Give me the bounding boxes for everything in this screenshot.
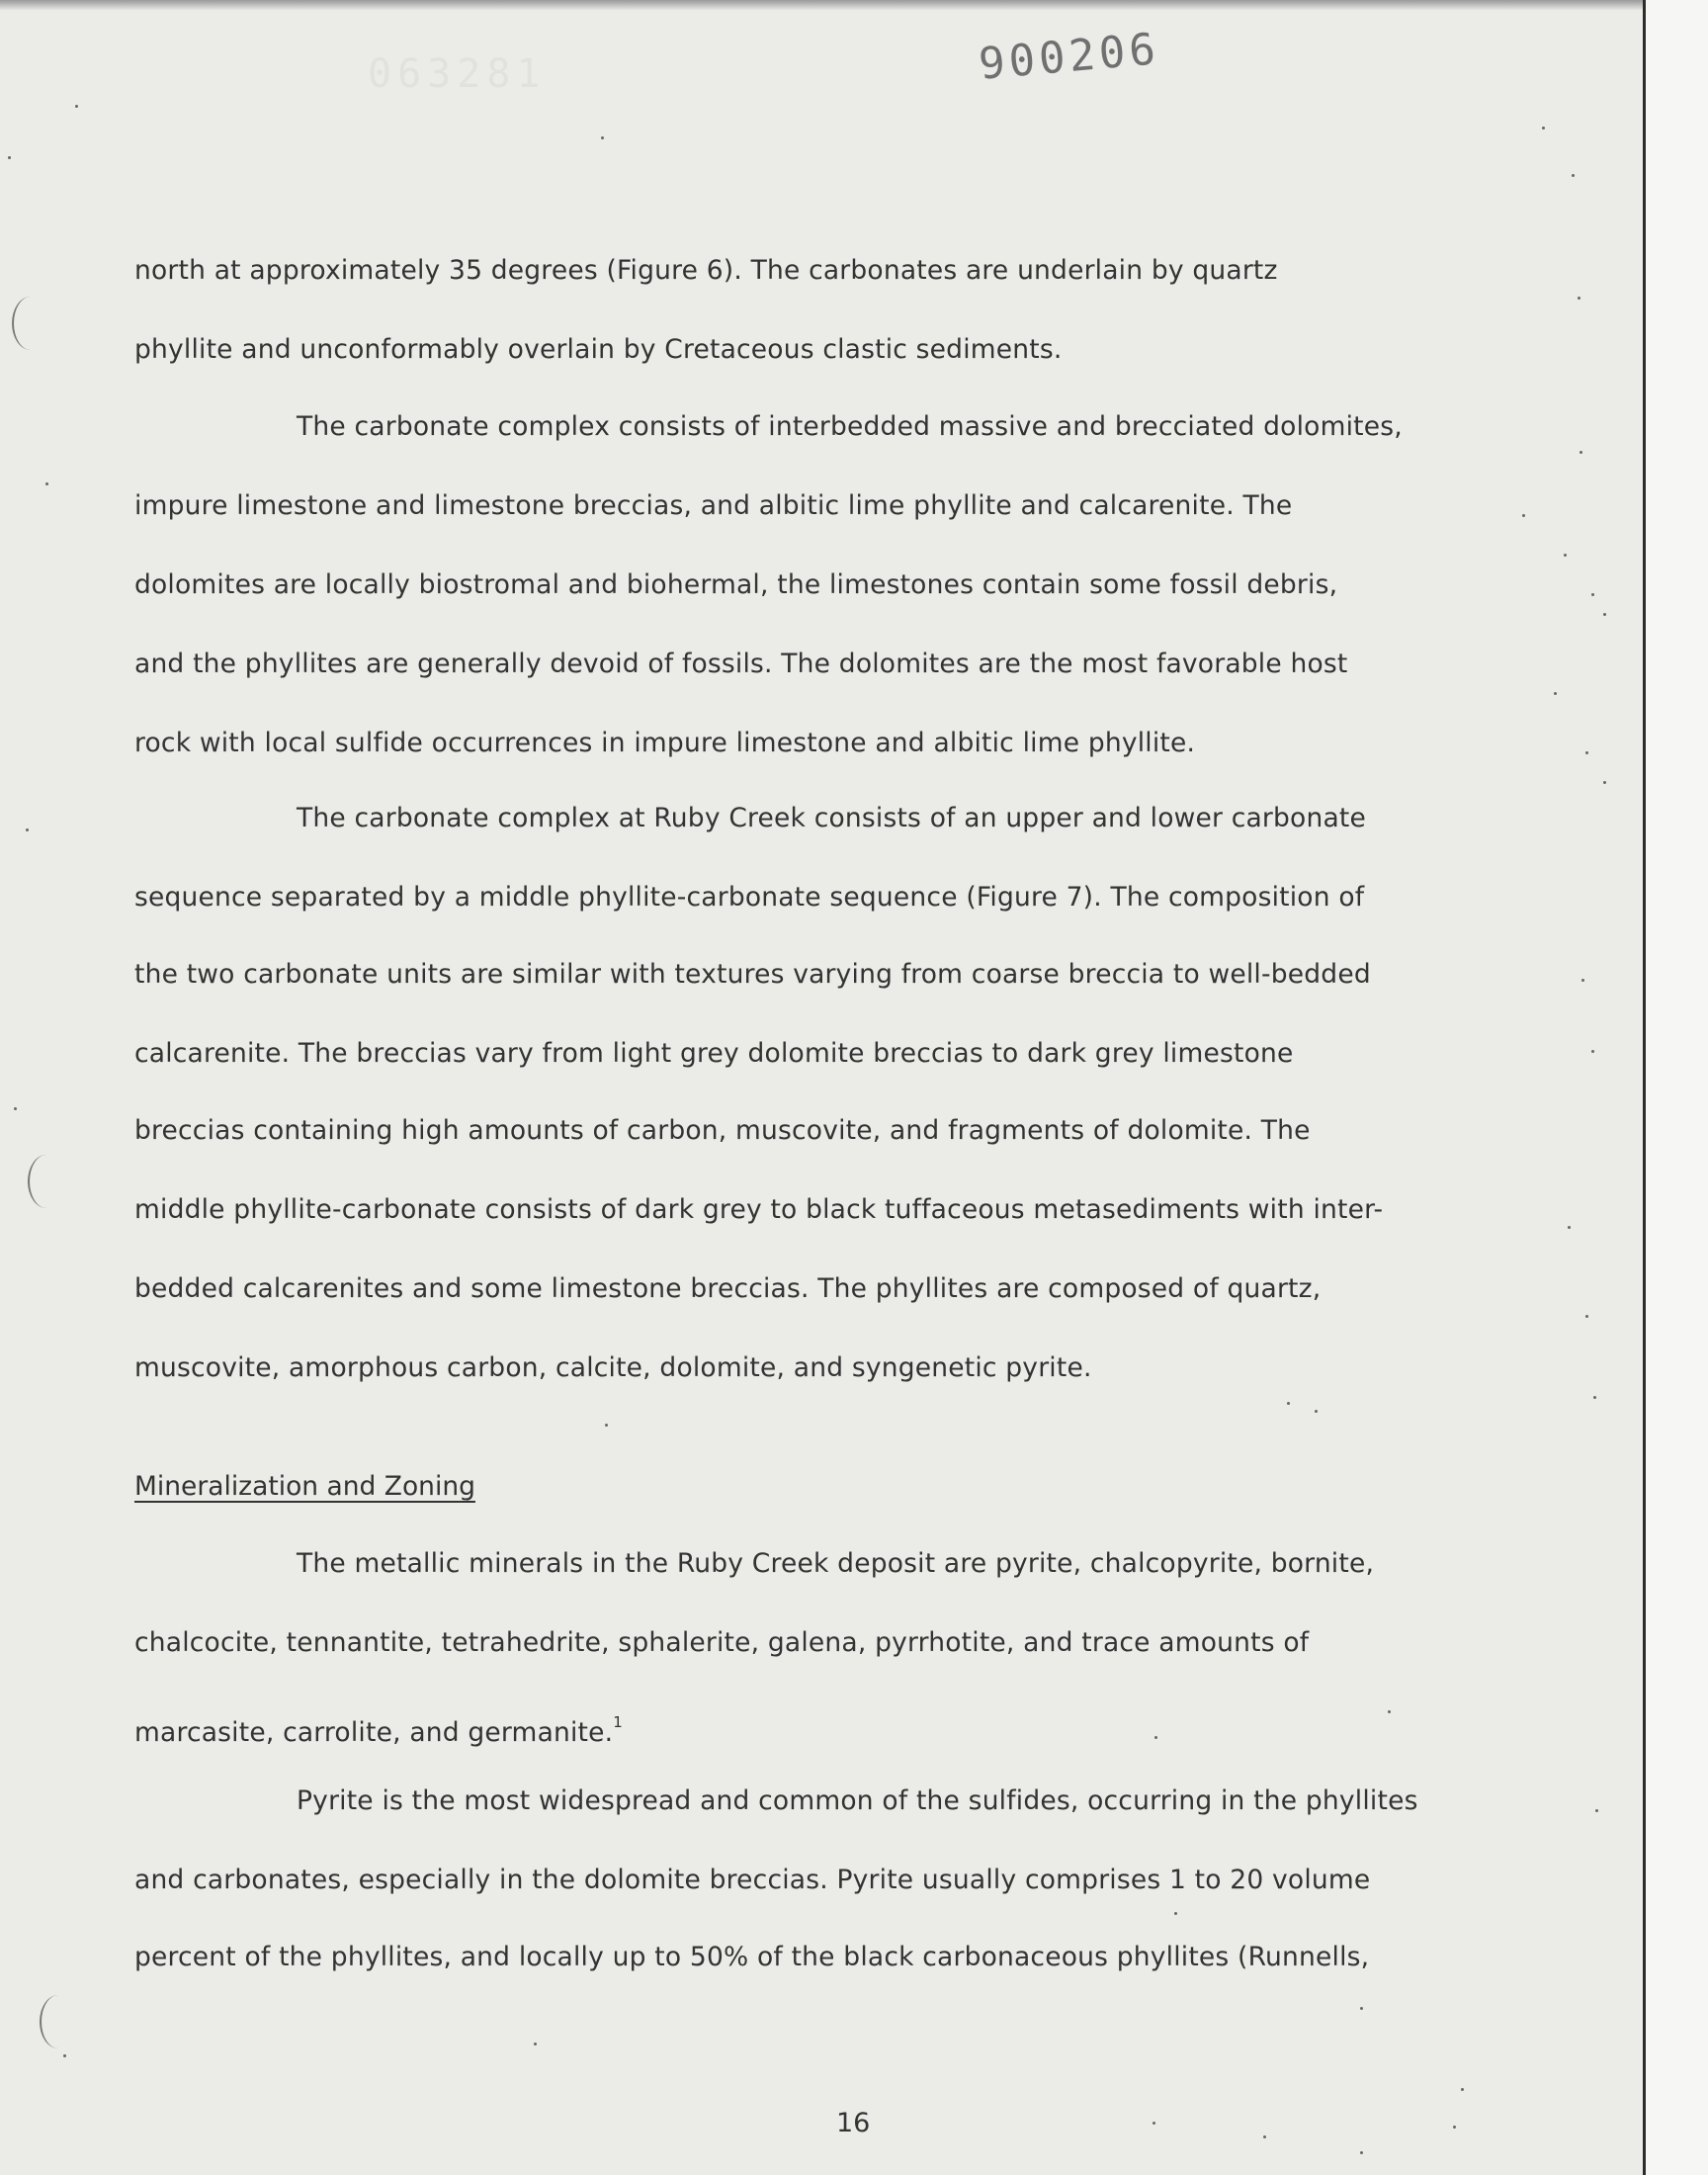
- paragraph-4-line-3-text: marcasite, carrolite, and germanite.: [134, 1717, 614, 1748]
- scan-speck: [26, 828, 29, 831]
- paragraph-1-line-1: north at approximately 35 degrees (Figure 6). The carbonates are underlain by quartz: [134, 255, 1278, 286]
- scan-speck: [75, 105, 78, 108]
- paragraph-1-line-2: phyllite and unconformably overlain by Cretaceous clastic sediments.: [134, 334, 1063, 365]
- scan-speck: [1388, 1710, 1391, 1713]
- scan-speck: [1461, 2088, 1464, 2091]
- page-number: 16: [836, 2108, 871, 2138]
- paragraph-4-line-1: The metallic minerals in the Ruby Creek deposit are pyrite, chalcopyrite, bornite,: [297, 1548, 1375, 1579]
- scan-speck: [534, 2043, 537, 2045]
- scan-speck: [605, 1424, 608, 1427]
- scan-speck: [1580, 451, 1582, 454]
- paragraph-2-line-3: dolomites are locally biostromal and biohermal, the limestones contain some fossil debris,: [134, 569, 1338, 600]
- paragraph-3-line-7: bedded calcarenites and some limestone breccias. The phyllites are composed of quartz,: [134, 1273, 1322, 1304]
- document-stamp-number: 900206: [977, 24, 1161, 90]
- scan-speck: [1542, 127, 1545, 130]
- paragraph-3-line-8: muscovite, amorphous carbon, calcite, dolomite, and syngenetic pyrite.: [134, 1352, 1092, 1383]
- scan-speck: [1595, 1809, 1598, 1812]
- scan-speck: [1564, 554, 1567, 557]
- scan-speck: [1578, 297, 1580, 300]
- scan-speck: [1522, 514, 1525, 517]
- scan-speck: [1174, 1912, 1177, 1915]
- scan-speck: [1603, 781, 1606, 784]
- scan-speck: [1360, 2007, 1363, 2010]
- scan-speck: [8, 156, 11, 159]
- scan-speck: [1591, 593, 1594, 596]
- scan-speck: [1585, 1315, 1588, 1318]
- scan-speck: [1554, 692, 1557, 695]
- footnote-marker: 1: [613, 1713, 624, 1731]
- paragraph-4-line-2: chalcocite, tennantite, tetrahedrite, sphalerite, galena, pyrrhotite, and trace amounts of: [134, 1627, 1310, 1658]
- scan-speck: [601, 136, 604, 139]
- paragraph-3-line-1: The carbonate complex at Ruby Creek consists of an upper and lower carbonate: [297, 803, 1366, 833]
- punch-hole-mark: [40, 1995, 77, 2048]
- scan-speck: [1572, 174, 1575, 177]
- paragraph-2-line-4: and the phyllites are generally devoid of fossils. The dolomites are the most favorable host: [134, 649, 1348, 679]
- paragraph-3-line-6: middle phyllite-carbonate consists of dark grey to black tuffaceous metasediments with inter-: [134, 1194, 1384, 1225]
- paragraph-5-line-2: and carbonates, especially in the dolomite breccias. Pyrite usually comprises 1 to 20 volume: [134, 1865, 1371, 1895]
- punch-hole-mark: [28, 1155, 65, 1208]
- paragraph-2-line-1: The carbonate complex consists of interbedded massive and brecciated dolomites,: [297, 411, 1403, 442]
- section-heading: Mineralization and Zoning: [134, 1471, 475, 1502]
- paragraph-5-line-3: percent of the phyllites, and locally up to 50% of the black carbonaceous phyllites (Runnells,: [134, 1942, 1370, 1972]
- scan-speck: [1591, 1050, 1594, 1053]
- paragraph-2-line-5: rock with local sulfide occurrences in impure limestone and albitic lime phyllite.: [134, 728, 1196, 758]
- page-right-border: [1643, 0, 1708, 2175]
- ghost-stamp: 063281: [368, 51, 547, 97]
- scan-speck: [1287, 1402, 1290, 1405]
- scan-speck: [1153, 2122, 1155, 2125]
- scan-speck: [1263, 2135, 1266, 2138]
- paragraph-3-line-4: calcarenite. The breccias vary from light grey dolomite breccias to dark grey limestone: [134, 1038, 1294, 1069]
- paragraph-3-line-5: breccias containing high amounts of carbon, muscovite, and fragments of dolomite. The: [134, 1115, 1311, 1146]
- scan-speck: [45, 482, 48, 485]
- paragraph-4-line-3: [134, 1706, 623, 1749]
- scan-top-edge: [0, 0, 1643, 10]
- scan-speck: [1585, 751, 1588, 754]
- paragraph-3-line-2: sequence separated by a middle phyllite-carbonate sequence (Figure 7). The composition of: [134, 882, 1365, 913]
- scan-speck: [1568, 1226, 1571, 1229]
- scan-speck: [14, 1107, 17, 1110]
- punch-hole-mark: [12, 297, 49, 350]
- scan-speck: [1581, 979, 1584, 982]
- scan-speck: [1453, 2126, 1456, 2129]
- paragraph-5-line-1: Pyrite is the most widespread and common of the sulfides, occurring in the phyllites: [297, 1785, 1418, 1816]
- scan-speck: [1154, 1736, 1157, 1739]
- scan-speck: [63, 2054, 66, 2057]
- paragraph-3-line-3: the two carbonate units are similar with textures varying from coarse breccia to well-bedded: [134, 959, 1371, 990]
- scan-speck: [1360, 2151, 1363, 2154]
- paragraph-2-line-2: impure limestone and limestone breccias, and albitic lime phyllite and calcarenite. The: [134, 490, 1293, 521]
- scan-speck: [1315, 1410, 1318, 1413]
- scan-speck: [1603, 613, 1606, 616]
- scan-speck: [1593, 1396, 1596, 1399]
